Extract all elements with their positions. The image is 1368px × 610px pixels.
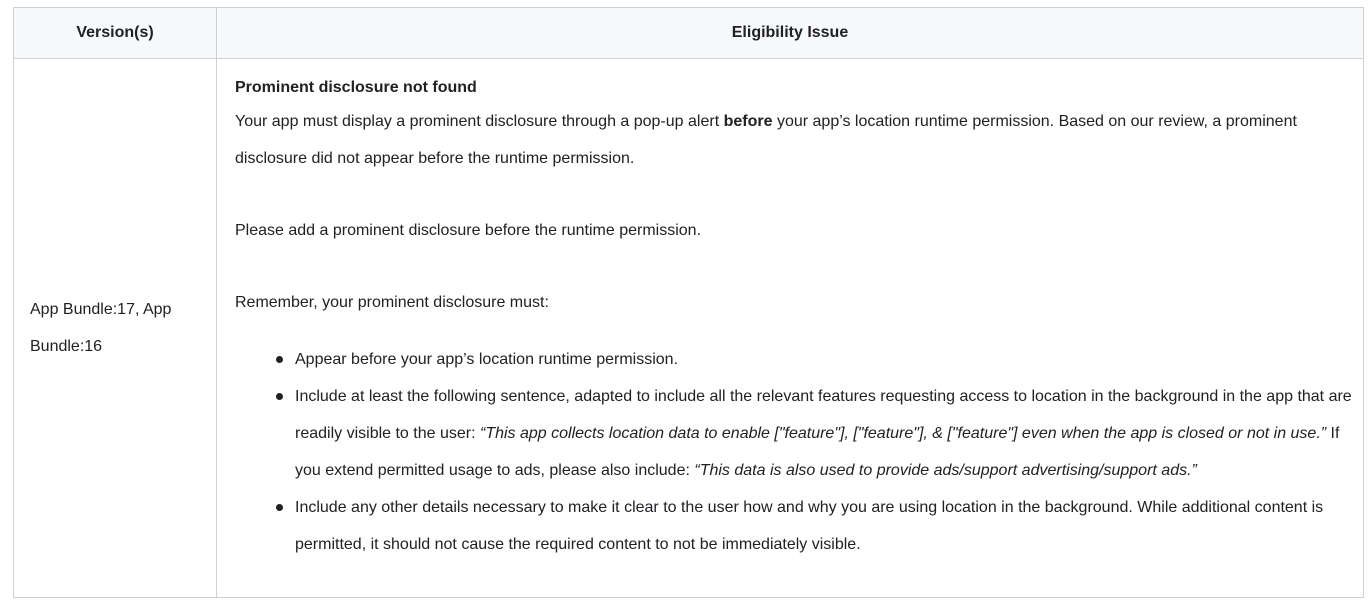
bullet-icon (276, 393, 283, 400)
bullet-icon (276, 504, 283, 511)
issue-cell (217, 59, 1364, 598)
list-item (295, 489, 1355, 563)
issue-column-header: Eligibility Issue (217, 8, 1364, 59)
list-item-text: Include any other details necessary to make it clear to the user how and why you are using location in the background. While additional content is permitted, it should not cause the required content to not be immediately visible. (295, 499, 1324, 553)
table-header-row (14, 8, 1364, 59)
list-item (295, 341, 1355, 378)
issue-description (235, 103, 1355, 177)
issue-description-bold: before (723, 113, 773, 130)
bullet-icon (276, 356, 283, 363)
list-item (295, 378, 1355, 489)
issue-action: Please add a prominent disclosure before the runtime permission. (235, 222, 702, 239)
version-column-header: Version(s) (14, 8, 217, 59)
required-sentence: “This app collects location data to enable ["feature"], ["feature"], & ["feature"] even when the app is closed or not in use.” (479, 425, 1327, 442)
version-text-line1: App Bundle:17, App (30, 301, 172, 318)
list-item-text: Appear before your app’s location runtime permission. (295, 351, 679, 368)
version-cell (14, 59, 217, 598)
issue-description-text-rest: your app’s location runtime permission. Based on our review, a prominent disclosure did not appear before the runtime permission. (235, 113, 1297, 167)
list-item-text-cont: If you extend permitted usage to ads, please also include: (295, 425, 1340, 479)
ads-sentence: “This data is also used to provide ads/support advertising/support ads.” (694, 462, 1197, 479)
issue-title: Prominent disclosure not found (235, 79, 477, 96)
issue-description-text: Your app must display a prominent disclosure through a pop-up alert (235, 113, 724, 130)
table-row (14, 59, 1364, 598)
eligibility-table (13, 7, 1364, 598)
requirements-intro: Remember, your prominent disclosure must: (235, 294, 549, 311)
version-text-line2: Bundle:16 (30, 338, 103, 355)
requirements-list (235, 341, 1355, 563)
list-item-text: Include at least the following sentence, adapted to include all the relevant features requesting access to location in the background in the app that are readily visible to the user: (295, 388, 1352, 442)
